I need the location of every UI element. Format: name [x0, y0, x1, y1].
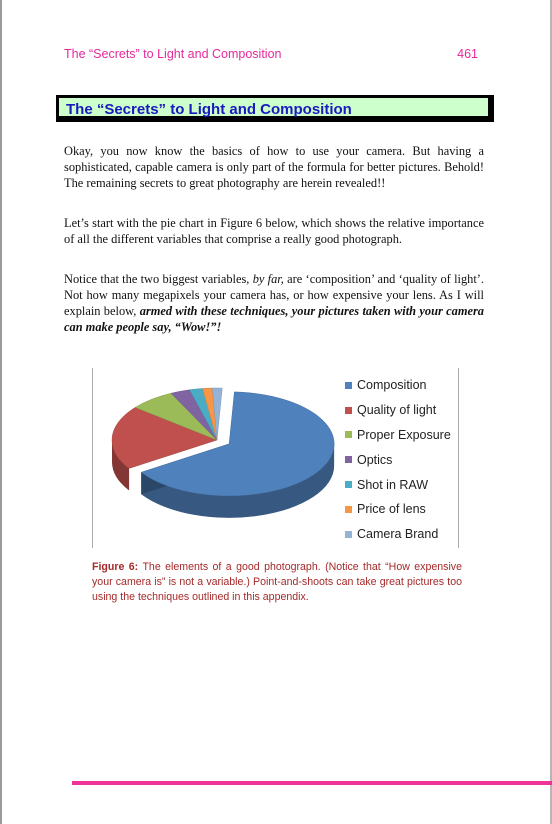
legend-swatch	[345, 481, 352, 488]
chart-legend	[345, 373, 451, 547]
section-title-box	[56, 95, 494, 122]
legend-label: Quality of light	[357, 403, 437, 418]
section-title: The “Secrets” to Light and Composition	[66, 101, 352, 118]
page-border-left	[0, 0, 2, 824]
paragraph-text: are ‘composition’ and ‘quality of light’. Not how many megapixels your camera has, or how expensive your lens. As I will explain below,	[64, 272, 485, 318]
legend-swatch	[345, 431, 352, 438]
emphasis-text: by far,	[252, 272, 284, 286]
legend-item-optics	[345, 447, 451, 472]
figure-caption-text: The elements of a good photograph. (Notice that “How expensive your camera is” is not a variable.) Point-and-shoots can take great pictures too using the techniques outlined in this appendix.	[92, 561, 462, 603]
legend-label: Price of lens	[357, 502, 426, 517]
legend-label: Optics	[357, 452, 393, 467]
legend-swatch	[345, 506, 352, 513]
footer-rule	[72, 781, 552, 785]
legend-label: Proper Exposure	[357, 427, 451, 442]
legend-item-price-of-lens	[345, 497, 451, 522]
paragraph-biggest-variables	[64, 271, 484, 335]
legend-item-composition	[345, 373, 451, 398]
paragraph-pie-chart-intro: Let’s start with the pie chart in Figure 6 below, which shows the relative importance of all the different variables that comprise a really good photograph.	[64, 216, 484, 246]
legend-label: Camera Brand	[357, 527, 439, 542]
bold-emphasis-text: armed with these techniques, your pictures taken with your camera can make people say, “Wow!”!	[64, 304, 484, 334]
legend-swatch	[345, 531, 352, 538]
legend-item-quality-of-light	[345, 398, 451, 423]
running-header	[64, 47, 478, 61]
legend-item-camera-brand	[345, 522, 451, 547]
legend-swatch	[345, 456, 352, 463]
running-title: The “Secrets” to Light and Composition	[64, 47, 282, 61]
legend-label: Shot in RAW	[357, 477, 429, 492]
figure-label: Figure 6:	[92, 561, 139, 573]
frame-right-line	[458, 368, 459, 548]
legend-item-proper-exposure	[345, 423, 451, 448]
pie-chart	[92, 368, 342, 548]
paragraph-intro: Okay, you now know the basics of how to use your camera. But having a sophisticated, capable camera is only part of the formula for better pictures. Behold! The remaining secrets to great photography are herein revealed!!	[64, 144, 484, 190]
legend-swatch	[345, 407, 352, 414]
paragraph-text: Notice that the two biggest variables,	[64, 272, 253, 286]
figure-caption	[92, 560, 462, 605]
legend-swatch	[345, 382, 352, 389]
legend-label: Composition	[357, 378, 427, 393]
legend-item-shot-in-raw	[345, 472, 451, 497]
page-number: 461	[457, 47, 478, 61]
